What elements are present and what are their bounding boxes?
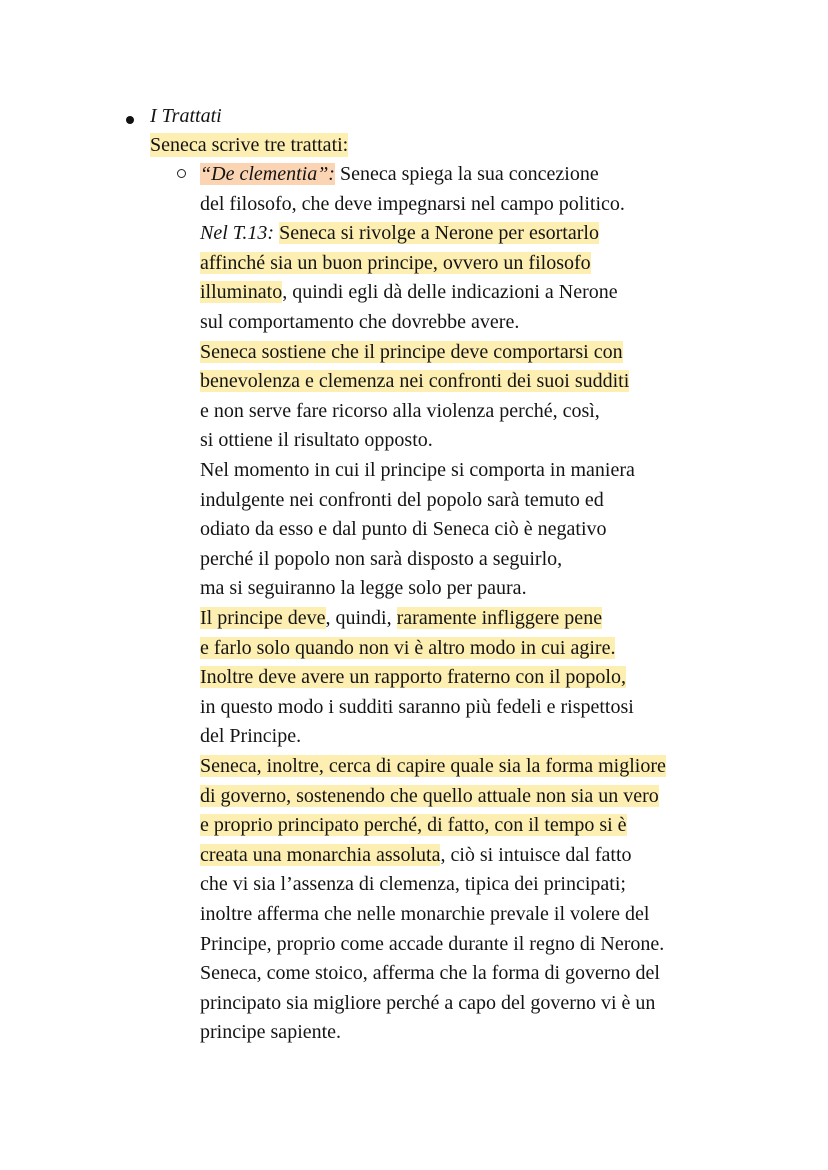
highlighted-text: benevolenza e clemenza nei confronti dei suoi sudditi [200,370,630,392]
text-segment: Principe, proprio come accade durante il regno di Nerone. [200,933,665,955]
text-segment: principe sapiente. [200,1021,342,1043]
text-line [200,813,627,837]
intro-text: Seneca scrive tre trattati: [150,134,349,156]
text-segment: ma si seguiranno la legge solo per paura. [200,577,527,599]
sub-bullet-icon [177,169,186,178]
text-line [200,843,632,867]
highlighted-text: affinché sia un buon principe, ovvero un filosofo [200,252,591,274]
text-segment: Nel T.13: [200,222,275,244]
text-line [200,695,634,719]
text-segment: del Principe. [200,725,302,747]
highlighted-text: Seneca si rivolge a Nerone per esortarlo [279,222,599,244]
text-segment: , quindi egli dà delle indicazioni a Nerone [282,281,618,303]
text-segment: Seneca spiega la sua concezione [334,163,599,185]
text-line [200,369,629,393]
text-line [200,428,433,452]
text-segment: odiato da esso e dal punto di Seneca ciò è negativo [200,518,607,540]
text-line [200,961,660,985]
highlighted-text: Seneca sostiene che il principe deve comportarsi con [200,341,623,363]
highlighted-text: Inoltre deve avere un rapporto fraterno con il popolo, [200,666,626,688]
text-segment: sul comportamento che dovrebbe avere. [200,311,520,333]
text-line [200,192,625,216]
text-line [200,576,527,600]
text-line [200,280,618,304]
text-line [200,665,626,689]
text-line [200,517,607,541]
text-line [200,310,519,334]
text-line [200,902,649,926]
highlighted-text: Seneca, inoltre, cerca di capire quale sia la forma migliore [200,755,666,777]
text-segment: del filosofo, che deve impegnarsi nel campo politico. [200,193,625,215]
text-segment: che vi sia l’assenza di clemenza, tipica dei principati; [200,873,626,895]
text-line [200,724,301,748]
text-segment: si ottiene il risultato opposto. [200,429,433,451]
text-line [200,251,591,275]
text-line [200,340,623,364]
text-line [200,458,635,482]
text-line [200,872,626,896]
highlighted-text: “De clementia”: [200,163,335,185]
highlighted-text: illuminato [200,281,283,303]
highlighted-text: e farlo solo quando non vi è altro modo in cui agire. [200,637,616,659]
section-heading: I Trattati [150,105,222,127]
text-segment: principato sia migliore perché a capo del governo vi è un [200,992,656,1014]
highlighted-text: creata una monarchia assoluta [200,844,441,866]
highlighted-text: di governo, sostenendo che quello attuale non sia un vero [200,785,659,807]
text-line [200,636,615,660]
text-segment: inoltre afferma che nelle monarchie prevale il volere del [200,903,650,925]
text-line [200,991,655,1015]
text-segment: , ciò si intuisce dal fatto [440,844,632,866]
text-segment: indulgente nei confronti del popolo sarà temuto ed [200,489,604,511]
text-line [200,488,604,512]
highlighted-text: raramente infliggere pene [396,607,603,629]
text-line [200,606,602,630]
text-line [200,754,666,778]
text-line [200,1020,341,1044]
text-line [200,932,664,956]
text-segment: Nel momento in cui il principe si comporta in maniera [200,459,635,481]
text-segment: Seneca, come stoico, afferma che la forma di governo del [200,962,660,984]
text-line [200,221,599,245]
highlighted-text: Il principe deve [200,607,326,629]
bullet-icon [126,116,134,124]
text-line [200,399,600,423]
text-line [200,162,599,186]
text-segment: perché il popolo non sarà disposto a seguirlo, [200,548,563,570]
text-segment: e non serve fare ricorso alla violenza perché, così, [200,400,600,422]
highlighted-text: e proprio principato perché, di fatto, con il tempo si è [200,814,627,836]
text-line [200,547,562,571]
text-segment: in questo modo i sudditi saranno più fedeli e rispettosi [200,696,634,718]
text-segment: , quindi, [325,607,397,629]
text-line [200,784,659,808]
